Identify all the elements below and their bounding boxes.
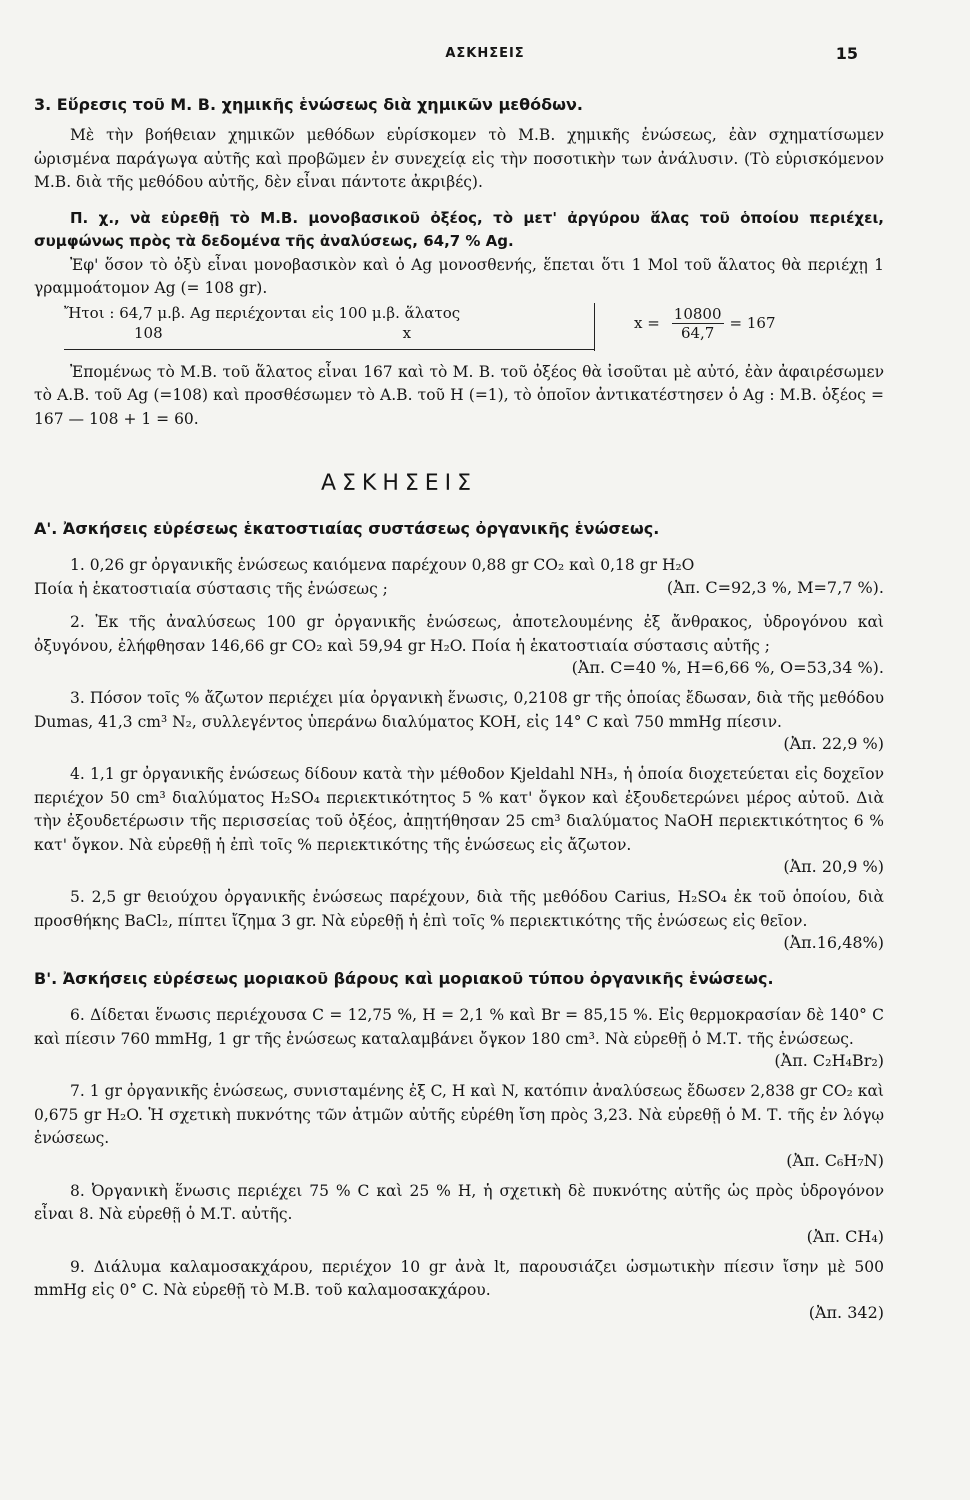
exercise-1-question: Ποία ἡ ἑκατοστιαία σύστασις τῆς ἑνώσεως ; xyxy=(34,579,388,598)
exercise-1-answer: (Ἀπ. C=92,3 %, M=7,7 %). xyxy=(666,577,884,597)
part-a-heading: Α'. Ἀσκήσεις εὑρέσεως ἑκατοστιαίας συστάσεως ὀργανικῆς ἑνώσεως. xyxy=(34,519,660,538)
exercise-6 xyxy=(34,1004,884,1070)
proportion-divider xyxy=(594,303,595,351)
exercise-2 xyxy=(34,611,884,677)
exercise-9 xyxy=(34,1256,884,1322)
proportion-line-1: Ἤτοι : 64,7 μ.β. Ag περιέχονται εἰς 100 μ.β. ἅλατος xyxy=(64,303,461,322)
part-b-heading: Β'. Ἀσκήσεις εὑρέσεως μοριακοῦ βάρους καὶ μοριακοῦ τύπου ὀργανικῆς ἑνώσεως. xyxy=(34,969,774,988)
exercise-9-text: 9. Διάλυμα καλαμοσακχάρου, περιέχον 10 gr ἀνὰ lt, παρουσιάζει ὠσμωτικὴν πίεσιν ἴσην μὲ 500 mmHg εἰς 0° C. Νὰ εὑρεθῇ τὸ Μ.Β. τοῦ καλαμοσακχάρου. xyxy=(34,1257,884,1299)
exercise-9-answer: (Ἀπ. 342) xyxy=(808,1302,884,1322)
page-content xyxy=(34,90,884,1322)
exercise-2-text: 2. Ἐκ τῆς ἀναλύσεως 100 gr ὀργανικῆς ἑνώσεως, ἀποτελουμένης ἐξ ἄνθρακος, ὑδρογόνου καὶ ὀξυγόνου, ἐλήφθησαν 146,66 gr CO₂ καὶ 59,94 gr H₂O. Ποία ἡ ἑκατοστιαία σύστασις αὐτῆς ; xyxy=(34,613,884,655)
exercise-7-text: 7. 1 gr ὀργανικῆς ἑνώσεως, συνισταμένης ἐξ C, H καὶ N, κατόπιν ἀναλύσεως ἔδωσεν 2,838 gr CO₂ καὶ 0,675 gr H₂O. Ἡ σχετικὴ πυκνότης τῶν ἀτμῶν αὐτῆς εὑρέθη ἴση πρὸς 3,23. Νὰ εὑρεθῇ ὁ Μ. Τ. τῆς ἐν λόγῳ ἑνώσεως. xyxy=(34,1082,884,1147)
section-heading: 3. Εὕρεσις τοῦ Μ. Β. χημικῆς ἑνώσεως διὰ χημικῶν μεθόδων. xyxy=(34,95,583,114)
exercise-4-text: 4. 1,1 gr ὀργανικῆς ἑνώσεως δίδουν κατὰ τὴν μέθοδον Kjeldahl NH₃, ἡ ὁποία διοχετεύεται εἰς δοχεῖον περιέχον 50 cm³ διαλύματος H₂SO₄ περιεκτικότητος 5 % κατ' ὄγκον καὶ ἐξουδετερώνει μέρος αὐτοῦ. Διὰ τὴν ἐξουδετέρωσιν τῆς περισσείας τοῦ ὀξέος, ἀπῃτήθησαν 25 cm³ διαλύματος NaOH περιεκτικότητος 6 % κατ' ὄγκον. Νὰ εὑρεθῇ ἡ ἐπὶ τοῖς % περιεκτικότης τῆς ἑνώσεως εἰς ἄζωτον. xyxy=(34,765,884,854)
exercise-5-text: 5. 2,5 gr θειούχου ὀργανικῆς ἑνώσεως παρέχουν, διὰ τῆς μεθόδου Carius, H₂SO₄ ἐκ τοῦ ὁποίου, διὰ προσθήκης BaCl₂, πίπτει ἴζημα 3 gr. Νὰ εὑρεθῇ ἡ ἐπὶ τοῖς % περιεκτικότης τῆς ἑνώσεως εἰς θεῖον. xyxy=(34,888,884,930)
exercise-7 xyxy=(34,1080,884,1170)
exercise-4-answer: (Ἀπ. 20,9 %) xyxy=(783,857,884,876)
exercise-8-answer: (Ἀπ. CH₄) xyxy=(806,1226,884,1246)
fraction-result xyxy=(634,305,775,342)
exercise-8-text: 8. Ὀργανικὴ ἕνωσις περιέχει 75 % C καὶ 25 % H, ἡ σχετικὴ δὲ πυκνότης αὐτῆς ὡς πρὸς ὑδρογόνον εἶναι 8. Νὰ εὑρεθῇ ὁ Μ.Τ. αὐτῆς. xyxy=(34,1181,884,1223)
exercise-5 xyxy=(34,886,884,952)
fraction-lhs: x = xyxy=(634,314,660,332)
page-number: 15 xyxy=(835,44,858,63)
example-statement: Π. χ., νὰ εὑρεθῇ τὸ Μ.Β. μονοβασικοῦ ὀξέος, τὸ μετ' ἀργύρου ἅλας τοῦ ὁποίου περιέχει, συμφώνως πρὸς τὰ δεδομένα τῆς ἀναλύσεως, 64,7 % Ag. xyxy=(34,208,884,250)
header-title: ΑΣΚΗΣΕΙΣ xyxy=(445,46,525,61)
example-reasoning: Ἐφ' ὅσον τὸ ὀξὺ εἶναι μονοβασικὸν καὶ ὁ Ag μονοσθενής, ἕπεται ὅτι 1 Mol τοῦ ἅλατος θὰ περιέχῃ 1 γραμμοάτομον Ag (= 108 gr). xyxy=(34,255,884,297)
exercise-7-answer: (Ἀπ. C₆H₇N) xyxy=(786,1150,884,1170)
running-header xyxy=(0,42,970,72)
proportion-value-108: 108 xyxy=(134,323,163,342)
proportion-underline xyxy=(64,349,594,350)
conclusion-paragraph: Ἐπομένως τὸ Μ.Β. τοῦ ἅλατος εἶναι 167 καὶ τὸ Μ. Β. τοῦ ὀξέος θὰ ἰσοῦται μὲ αὐτό, ἐὰν ἀφαιρέσωμεν τὸ Α.Β. τοῦ Ag (=108) καὶ προσθέσωμεν τὸ Α.Β. τοῦ H (=1), τὸ ὁποῖον ἀντικατέστησεν ὁ Ag : Μ.Β. ὀξέος = 167 — 108 + 1 = 60. xyxy=(34,362,884,428)
exercise-4 xyxy=(34,763,884,876)
fraction-denominator: 64,7 xyxy=(680,323,715,342)
exercise-2-answer: (Ἀπ. C=40 %, H=6,66 %, O=53,34 %). xyxy=(571,658,884,677)
exercise-3-text: 3. Πόσον τοῖς % ἄζωτον περιέχει μία ὀργανικὴ ἕνωσις, 0,2108 gr τῆς ὁποίας ἔδωσαν, διὰ τῆς μεθόδου Dumas, 41,3 cm³ N₂, συλλεγέντος ὑπεράνω διαλύματος KOH, εἰς 14° C καὶ 750 mmHg πίεσιν. xyxy=(34,689,884,731)
intro-paragraph: Μὲ τὴν βοήθειαν χημικῶν μεθόδων εὑρίσκομεν τὸ Μ.Β. χημικῆς ἑνώσεως, ἐὰν σχηματίσωμεν ὡρισμένα παράγωγα αὐτῆς καὶ προβῶμεν ἐν συνεχείᾳ εἰς τὴν ποσοτικὴν των ἀνάλυσιν. (Τὸ εὑρισκόμενον Μ.Β. διὰ τῆς μεθόδου αὐτῆς, δὲν εἶναι πάντοτε ἀκριβές). xyxy=(34,126,884,191)
exercise-1-text: 1. 0,26 gr ὀργανικῆς ἑνώσεως καιόμενα παρέχουν 0,88 gr CO₂ καὶ 0,18 gr H₂O xyxy=(70,556,695,574)
exercise-6-answer: (Ἀπ. C₂H₄Br₂) xyxy=(774,1051,884,1070)
proportion-calculation xyxy=(34,303,884,361)
exercise-1 xyxy=(34,554,884,601)
exercise-3-answer: (Ἀπ. 22,9 %) xyxy=(783,734,884,753)
exercise-8 xyxy=(34,1180,884,1246)
proportion-unknown: x xyxy=(402,323,412,342)
exercise-5-answer: (Ἀπ.16,48%) xyxy=(783,933,884,952)
exercise-6-text: 6. Δίδεται ἕνωσις περιέχουσα C = 12,75 %, H = 2,1 % καὶ Br = 85,15 %. Εἰς θερμοκρασίαν δὲ 140° C καὶ πίεσιν 760 mmHg, 1 gr τῆς ἑνώσεως καταλαμβάνει ὄγκον 180 cm³. Νὰ εὑρεθῇ ὁ Μ.Τ. τῆς ἑνώσεως. xyxy=(34,1006,884,1048)
fraction-equals: = 167 xyxy=(729,314,776,332)
exercise-3 xyxy=(34,687,884,753)
exercises-title: ΑΣΚΗΣΕΙΣ xyxy=(320,471,478,496)
fraction-numerator: 10800 xyxy=(673,304,722,323)
